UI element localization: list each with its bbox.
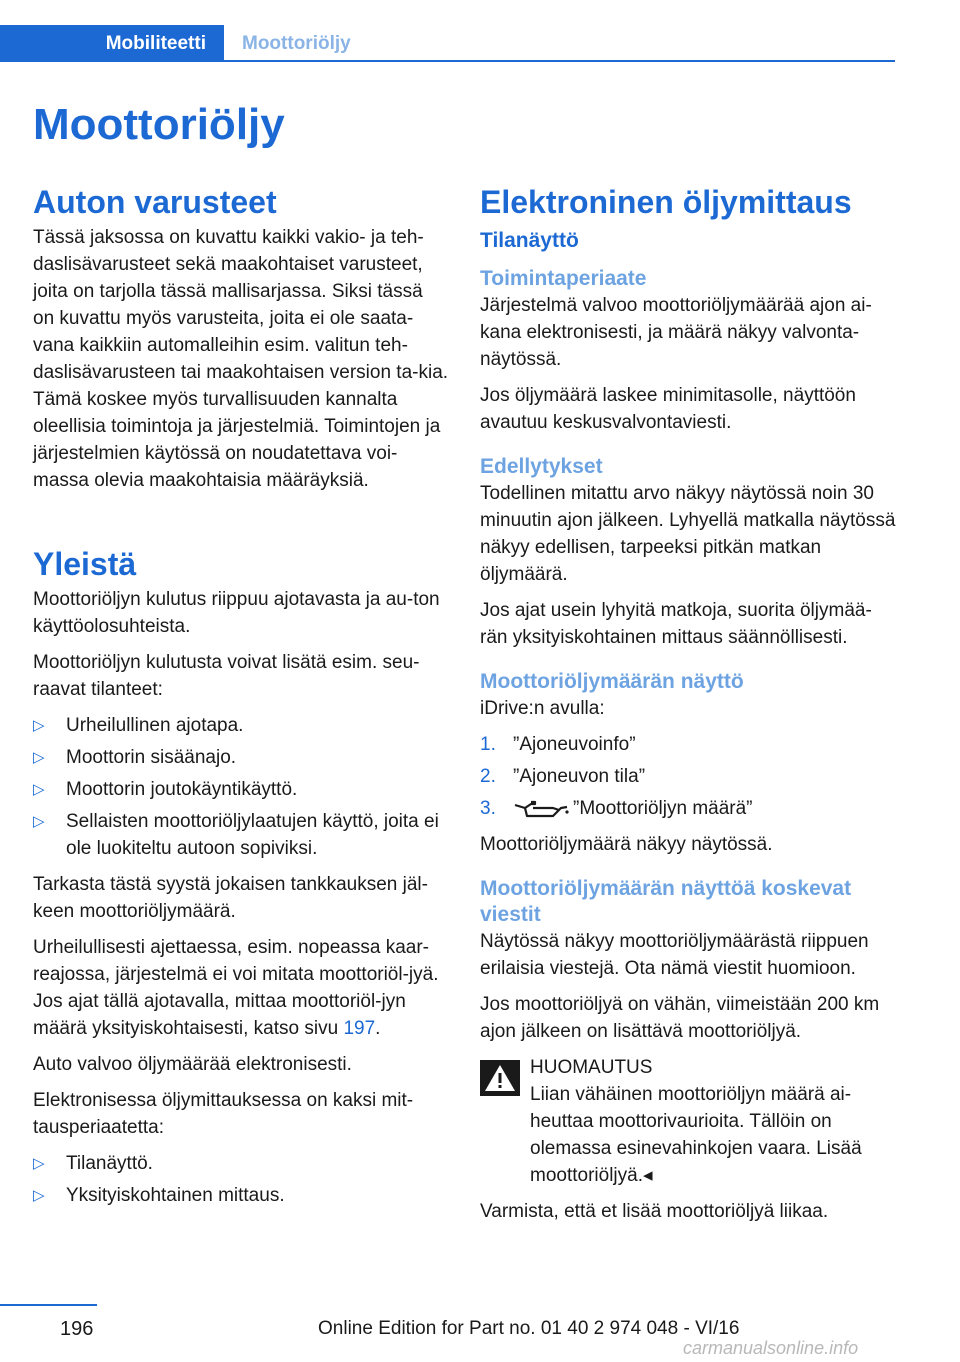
display-heading: Moottoriöljymäärän näyttö <box>480 670 744 693</box>
messages-paragraph-2: Jos moottoriöljyä on vähän, viimeistään 200 km ajon jälkeen on lisättävä moottoriöljyä. <box>480 994 880 1042</box>
monitor-paragraph: Auto valvoo öljymäärää elektronisesti. <box>33 1054 352 1075</box>
general-paragraph-1: Moottoriöljyn kulutus riippuu ajotavasta ja au-ton käyttöolosuhteista. <box>33 589 440 637</box>
list-item: ▷ Moottorin joutokäyntikäyttö. <box>33 776 449 803</box>
requirements-paragraph-1: Todellinen mitattu arvo näkyy näytössä noin 30 minuutin ajon jälkeen. Lyhyellä matkalla näytössä näkyy edellisen, tarpeeksi pitkän matkan öljymäärä. <box>480 483 896 585</box>
notice-text: Liian vähäinen moottoriöljyn määrä ai-heuttaa moottorivaurioita. Tällöin on olemassa esinevahinkojen vaara. Lisää moottoriöljyä.◂ <box>530 1084 862 1186</box>
tab-moottorioljy[interactable]: Moottoriöljy <box>242 33 351 54</box>
list-item: 2. ”Ajoneuvon tila” <box>480 766 646 787</box>
edition-note: Online Edition for Part no. 01 40 2 974 048 - VI/16 <box>318 1318 740 1339</box>
operation-heading: Toimintaperiaate <box>480 267 647 290</box>
header-rule <box>224 60 895 62</box>
operation-paragraph-1: Järjestelmä valvoo moottoriöljymäärää ajon ai-kana elektronisesti, ja määrä näkyy valvonta-näytössä. <box>480 295 872 370</box>
watermark: carmanualsonline.info <box>683 1338 859 1358</box>
list-item: 1. ”Ajoneuvoinfo” <box>480 734 636 755</box>
triangle-bullet-icon: ▷ <box>33 813 45 830</box>
list-item: ▷ Urheilullinen ajotapa. <box>33 712 449 739</box>
notice-box <box>480 1054 896 1189</box>
footer-rule <box>0 1304 97 1306</box>
notice-title: HUOMAUTUS <box>530 1057 653 1078</box>
triangle-bullet-icon: ▷ <box>33 1155 45 1172</box>
warning-icon <box>480 1060 520 1096</box>
triangle-bullet-icon: ▷ <box>33 749 45 766</box>
display-result: Moottoriöljymäärä näkyy näytössä. <box>480 834 773 855</box>
list-item: ▷ Tilanäyttö. <box>33 1150 449 1177</box>
messages-heading: Moottoriöljymäärän näyttöä koskevat viestit <box>480 877 852 926</box>
header-tabbar <box>0 25 895 62</box>
principles-list <box>33 1150 449 1209</box>
operation-paragraph-2: Jos öljymäärä laskee minimitasolle, näyttöön avautuu keskusvalvontaviesti. <box>480 385 856 433</box>
page-link[interactable]: 197 <box>343 1018 376 1039</box>
requirements-heading: Edellytykset <box>480 455 603 478</box>
check-paragraph: Tarkasta tästä syystä jokaisen tankkauksen jäl-keen moottoriöljymäärä. <box>33 874 428 922</box>
right-column <box>480 180 896 1234</box>
equipment-text: Tässä jaksossa on kuvattu kaikki vakio- ja teh-daslisävarusteet sekä maakohtaiset varusteet, joita on tarjolla tässä mallisarjassa. Siksi tässä on kuvattu myös varusteita, joita ei ole saata-vana kaikkiin automalleihin esim. valitun teh-daslisävarusteen tai maakohtaisen version ta-kia. Tämä koskee myös turvallisuuden kannalta oleellisia toimintoja ja järjestelmiä. Toimintojen ja järjestelmien käytössä on noudatettava voi-massa olevia maakohtaisia määräyksiä. <box>33 227 449 491</box>
display-intro: iDrive:n avulla: <box>480 698 605 719</box>
equipment-heading: Auton varusteet <box>33 184 277 220</box>
triangle-bullet-icon: ▷ <box>33 1187 45 1204</box>
tab-mobiliteetti[interactable]: Mobiliteetti <box>0 25 224 62</box>
triangle-bullet-icon: ▷ <box>33 781 45 798</box>
list-item: 3. ”Moottoriöljyn määrä” <box>480 798 753 819</box>
messages-paragraph-1: Näytössä näkyy moottoriöljymäärästä riippuen erilaisia viestejä. Ota nämä viestit huomioon. <box>480 931 869 979</box>
list-item: ▷ Moottorin sisäänajo. <box>33 744 449 771</box>
electronic-measurement-heading: Elektroninen öljymittaus <box>480 184 852 220</box>
principles-paragraph: Elektronisessa öljymittauksessa on kaksi mit-tausperiaatetta: <box>33 1090 414 1138</box>
steps-list <box>480 731 896 822</box>
general-heading: Yleistä <box>33 546 137 582</box>
page-title: Moottoriöljy <box>33 100 285 149</box>
sport-paragraph: Urheilullisesti ajettaessa, esim. nopeassa kaar-reajossa, järjestelmä ei voi mitata moottoriöl-jyä. Jos ajat tällä ajotavalla, mittaa moottoriöl-jyn määrä yksityiskohtaisesti, katso sivu 197. <box>33 937 439 1039</box>
left-column <box>33 180 449 1218</box>
page-number: 196 <box>60 1318 94 1340</box>
situations-list <box>33 712 449 862</box>
oil-can-icon <box>513 799 569 819</box>
list-item: ▷ Sellaisten moottoriöljylaatujen käyttö, joita ei ole luokiteltu autoon sopiviksi. <box>33 808 449 862</box>
triangle-bullet-icon: ▷ <box>33 717 45 734</box>
list-item: ▷ Yksityiskohtainen mittaus. <box>33 1182 449 1209</box>
status-display-heading: Tilanäyttö <box>480 229 579 252</box>
general-paragraph-2: Moottoriöljyn kulutusta voivat lisätä esim. seu-raavat tilanteet: <box>33 652 420 700</box>
final-paragraph: Varmista, että et lisää moottoriöljyä liikaa. <box>480 1201 829 1222</box>
requirements-paragraph-2: Jos ajat usein lyhyitä matkoja, suorita öljymää-rän yksityiskohtainen mittaus säännöllisesti. <box>480 600 872 648</box>
